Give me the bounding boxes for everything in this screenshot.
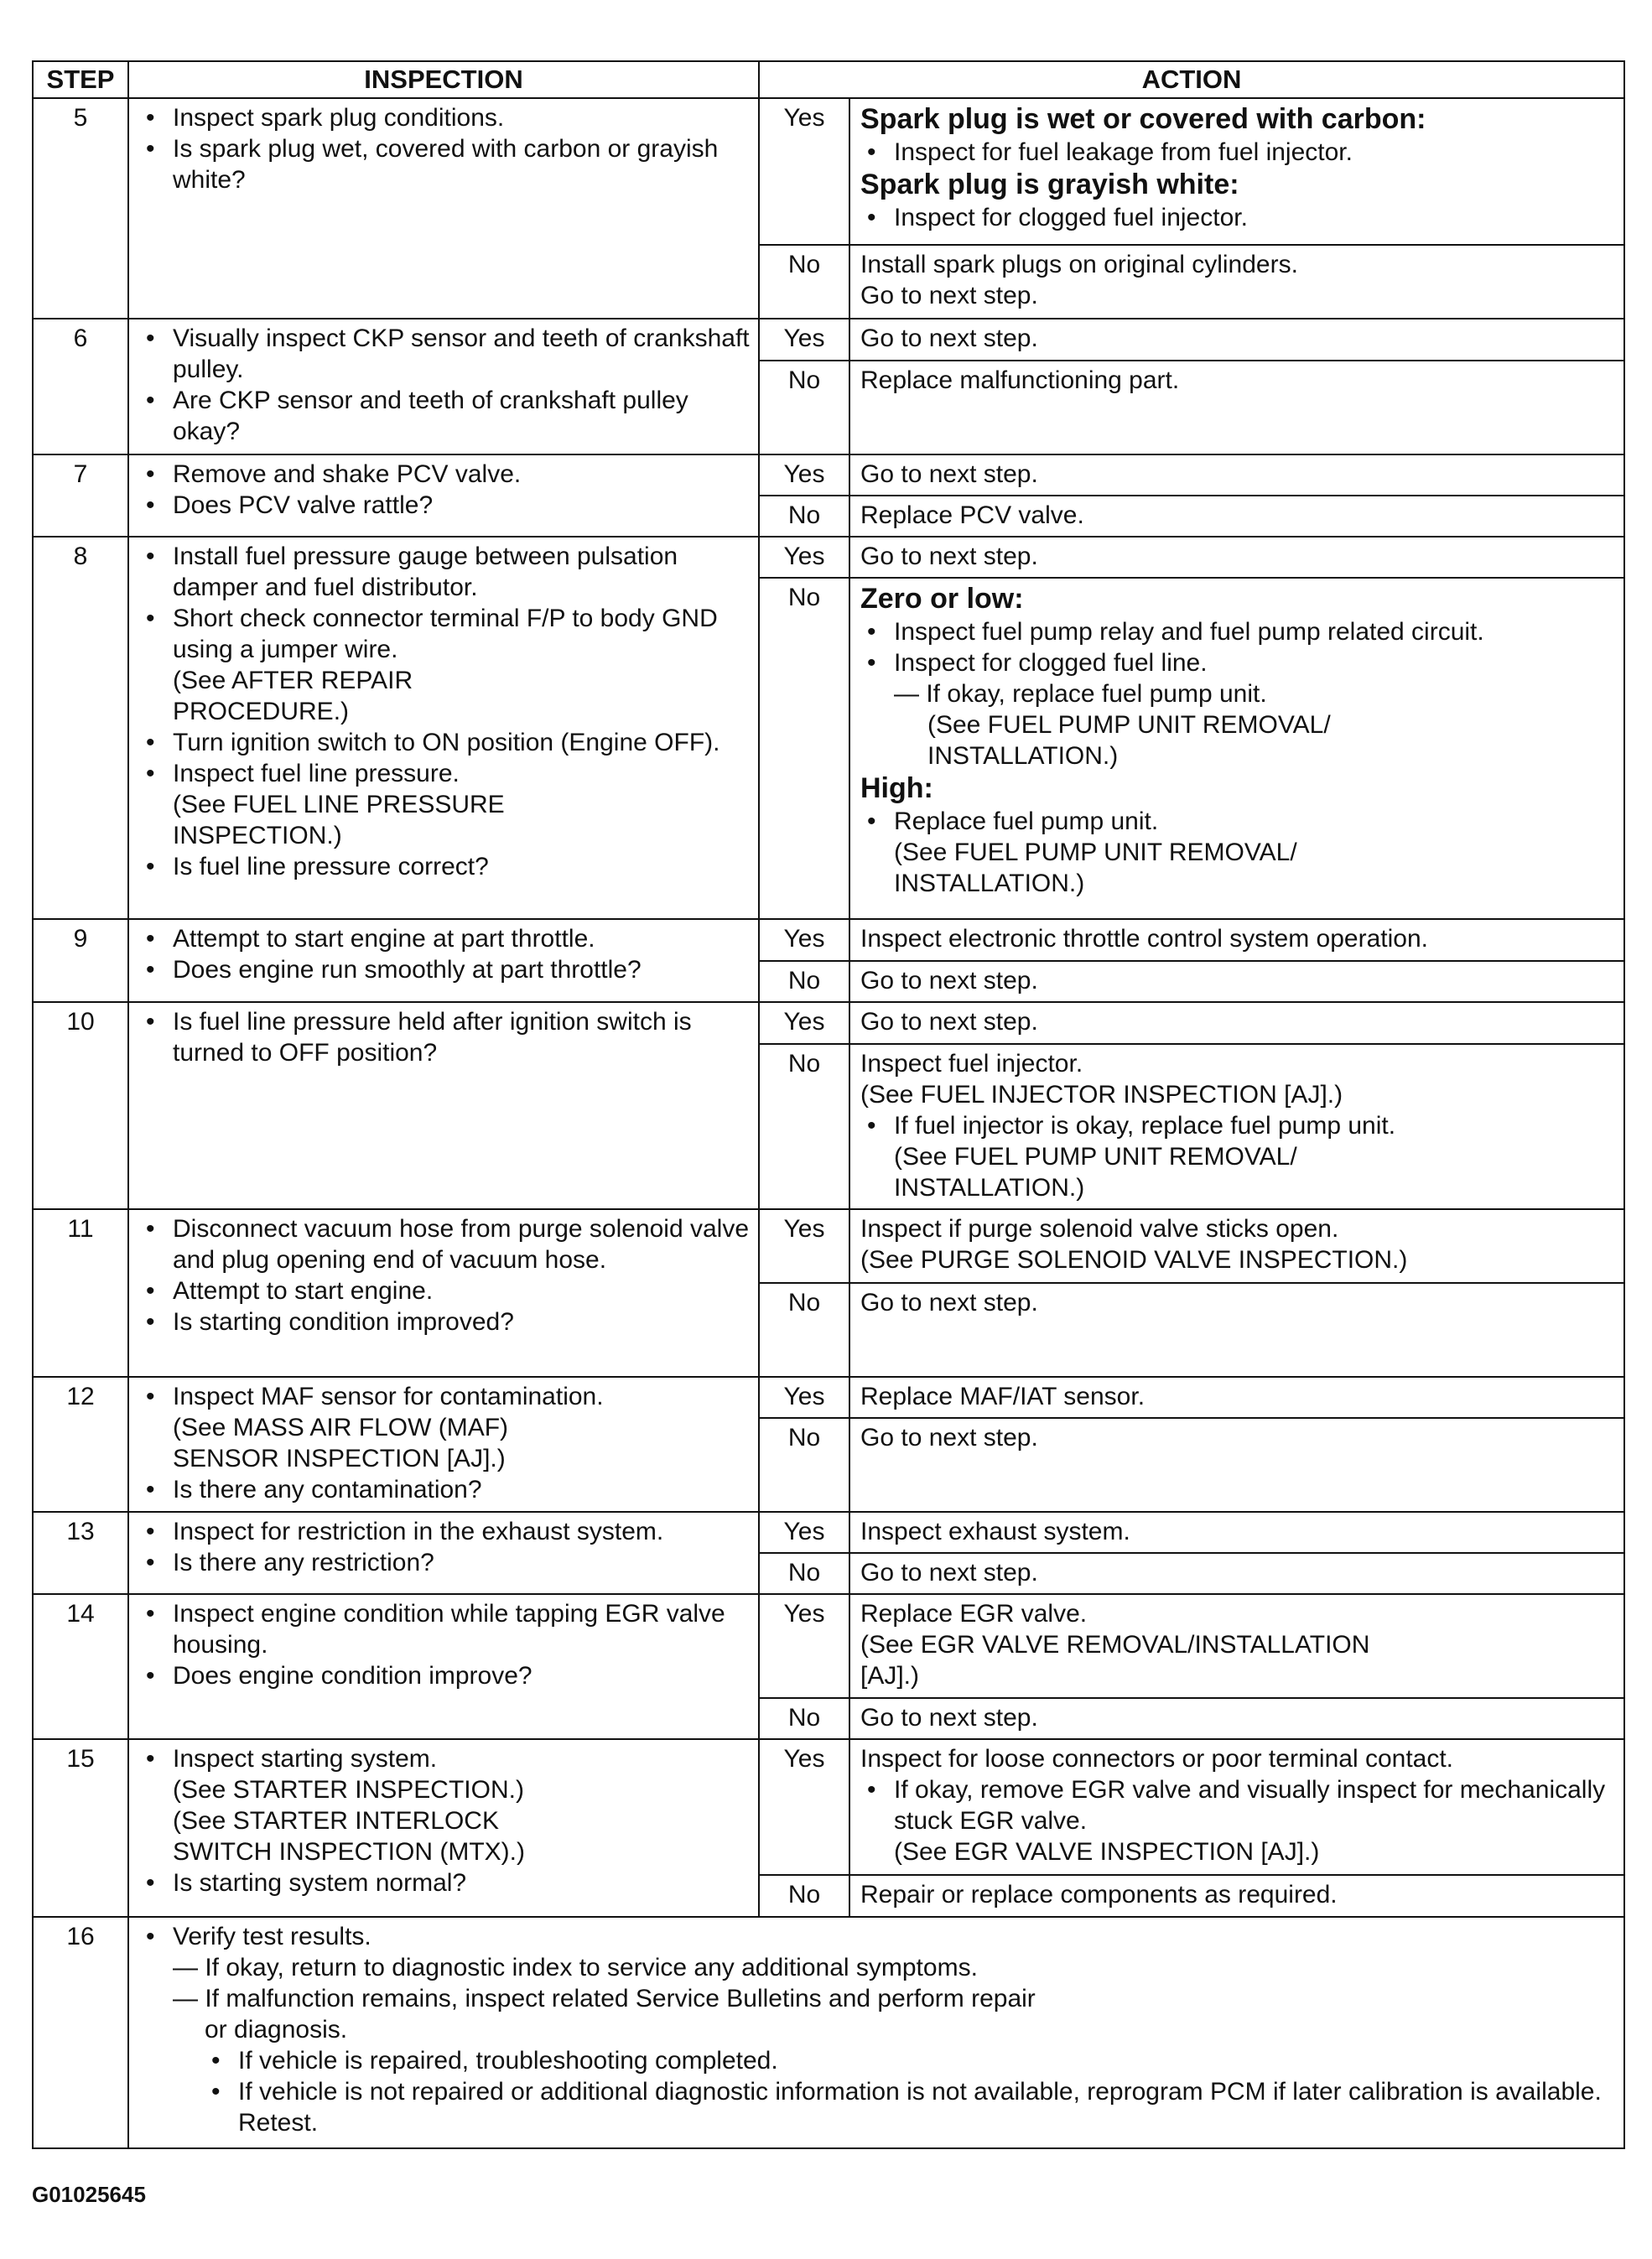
- step-number: 7: [33, 454, 128, 537]
- inspection-item: • Inspect spark plug conditions.: [139, 102, 750, 133]
- reference-line: PROCEDURE.): [173, 698, 350, 725]
- yes-label: Yes: [759, 1209, 849, 1283]
- yes-label: Yes: [759, 98, 849, 245]
- inspection-item: • Does engine condition improve?: [139, 1660, 750, 1691]
- reference-line: INSPECTION.): [173, 822, 342, 849]
- action-item-text: If okay, remove EGR valve and visually inspect for mechanically stuck EGR valve.: [894, 1776, 1606, 1835]
- figure-code: G01025645: [32, 2182, 146, 2207]
- inspection-item: • Install fuel pressure gauge between pulsation damper and fuel distributor.: [139, 541, 750, 603]
- yes-action: [849, 1739, 1624, 1875]
- yes-action: [849, 1209, 1624, 1283]
- inspection-item: • Does PCV valve rattle?: [139, 490, 750, 521]
- sub-item: • If vehicle is repaired, troubleshooting completed.: [205, 2045, 1615, 2076]
- yes-label: Yes: [759, 1739, 849, 1875]
- no-label: No: [759, 496, 849, 537]
- action-line: Inspect for loose connectors or poor terminal contact.: [860, 1745, 1454, 1773]
- table-row: [33, 1209, 1624, 1283]
- no-label: No: [759, 245, 849, 319]
- step-number: 6: [33, 319, 128, 454]
- action-item: • Inspect fuel pump relay and fuel pump related circuit.: [860, 616, 1615, 647]
- table-row: [33, 98, 1624, 245]
- inspection-cell: [128, 537, 759, 919]
- sub-item: • If vehicle is not repaired or additional diagnostic information is not available, reprogram PCM if later calibration is available. Retest.: [205, 2076, 1615, 2138]
- yes-label: Yes: [759, 319, 849, 361]
- table-row: [33, 537, 1624, 578]
- reference-line: (See EGR VALVE REMOVAL/INSTALLATION: [860, 1631, 1370, 1659]
- no-action: Go to next step.: [849, 961, 1624, 1002]
- yes-action: [849, 1594, 1624, 1698]
- action-line: Inspect fuel injector.: [860, 1050, 1083, 1078]
- step-number: 8: [33, 537, 128, 919]
- inspection-item: • Attempt to start engine at part throttle.: [139, 923, 750, 954]
- reference-line: SENSOR INSPECTION [AJ].): [173, 1445, 506, 1472]
- reference-line: (See EGR VALVE INSPECTION [AJ].): [894, 1838, 1320, 1866]
- inspection-item: • Is spark plug wet, covered with carbon or grayish white?: [139, 133, 750, 195]
- inspection-item: • Turn ignition switch to ON position (Engine OFF).: [139, 727, 750, 758]
- inspection-item: [139, 1921, 1615, 2138]
- action-subline: — If okay, replace fuel pump unit.: [894, 680, 1267, 708]
- dash-line-cont: or diagnosis.: [205, 2016, 348, 2043]
- inspection-cell: [128, 1594, 759, 1739]
- yes-label: Yes: [759, 1594, 849, 1698]
- reference-line: INSTALLATION.): [894, 1174, 1085, 1202]
- inspection-item: • Does engine run smoothly at part throttle?: [139, 954, 750, 985]
- no-action: Replace PCV valve.: [849, 496, 1624, 537]
- inspection-item: • Disconnect vacuum hose from purge solenoid valve and plug opening end of vacuum hose.: [139, 1213, 750, 1275]
- action-item: [860, 1110, 1615, 1203]
- action-line: Inspect if purge solenoid valve sticks open.: [860, 1215, 1339, 1243]
- inspection-item: • Is fuel line pressure correct?: [139, 851, 750, 882]
- reference-line: (See FUEL PUMP UNIT REMOVAL/: [894, 839, 1297, 866]
- inspection-cell: [128, 1002, 759, 1209]
- header-inspection: INSPECTION: [128, 61, 759, 98]
- inspection-cell: [128, 919, 759, 1002]
- inspection-cell: [128, 1739, 759, 1917]
- reference-line: [AJ].): [860, 1662, 920, 1690]
- yes-label: Yes: [759, 454, 849, 496]
- step-number: 14: [33, 1594, 128, 1739]
- table-row: [33, 1512, 1624, 1553]
- inspection-cell: [128, 98, 759, 319]
- no-label: No: [759, 1698, 849, 1739]
- yes-action: Go to next step.: [849, 1002, 1624, 1044]
- action-line: Install spark plugs on original cylinders.: [860, 251, 1298, 278]
- no-label: No: [759, 1044, 849, 1209]
- header-action: ACTION: [759, 61, 1624, 98]
- step-number: 15: [33, 1739, 128, 1917]
- reference-line: (See STARTER INSPECTION.): [173, 1776, 524, 1804]
- inspection-item-text: Verify test results.: [173, 1923, 371, 1950]
- yes-label: Yes: [759, 1512, 849, 1553]
- reference-line: (See FUEL LINE PRESSURE: [173, 791, 505, 818]
- diagnostic-table-document: [32, 60, 1623, 2149]
- yes-label: Yes: [759, 537, 849, 578]
- action-line: Replace EGR valve.: [860, 1600, 1088, 1628]
- diagnostic-table: [32, 60, 1625, 2149]
- inspection-item: [139, 758, 750, 851]
- inspection-item: • Attempt to start engine.: [139, 1275, 750, 1306]
- table-row: [33, 919, 1624, 961]
- inspection-item: • Is there any restriction?: [139, 1547, 750, 1578]
- action-item-text: Replace fuel pump unit.: [894, 808, 1159, 835]
- reference-line: SWITCH INSPECTION (MTX).): [173, 1838, 525, 1866]
- inspection-item: [139, 603, 750, 727]
- table-row: [33, 1377, 1624, 1418]
- no-label: No: [759, 361, 849, 454]
- inspection-item: • Remove and shake PCV valve.: [139, 459, 750, 490]
- no-label: No: [759, 961, 849, 1002]
- action-heading: Spark plug is grayish white:: [860, 169, 1239, 200]
- inspection-item: • Inspect engine condition while tapping EGR valve housing.: [139, 1598, 750, 1660]
- no-action: Go to next step.: [849, 1283, 1624, 1377]
- no-label: No: [759, 1875, 849, 1917]
- no-action: Go to next step.: [849, 1553, 1624, 1594]
- no-action: Repair or replace components as required.: [849, 1875, 1624, 1917]
- inspection-item: • Is fuel line pressure held after ignition switch is turned to OFF position?: [139, 1006, 750, 1068]
- inspection-cell: [128, 319, 759, 454]
- table-row: [33, 1594, 1624, 1698]
- step-number: 16: [33, 1917, 128, 2148]
- action-heading: High:: [860, 772, 933, 804]
- reference-line: (See FUEL PUMP UNIT REMOVAL/: [927, 711, 1331, 739]
- dash-line: — If malfunction remains, inspect related Service Bulletins and perform repair: [173, 1985, 1036, 2012]
- table-row: [33, 1739, 1624, 1875]
- inspection-item: [139, 1381, 750, 1474]
- action-item: • Inspect for clogged fuel injector.: [860, 202, 1615, 233]
- reference-line: INSTALLATION.): [927, 742, 1119, 770]
- no-action: Go to next step.: [849, 1418, 1624, 1512]
- table-row: [33, 454, 1624, 496]
- action-item-text: If fuel injector is okay, replace fuel pump unit.: [894, 1112, 1396, 1140]
- inspection-item: • Is starting system normal?: [139, 1867, 750, 1898]
- inspection-item: [139, 1743, 750, 1867]
- no-label: No: [759, 1283, 849, 1377]
- step-number: 12: [33, 1377, 128, 1512]
- table-row: [33, 1002, 1624, 1044]
- no-label: No: [759, 1553, 849, 1594]
- reference-line: (See FUEL INJECTOR INSPECTION [AJ].): [860, 1081, 1343, 1109]
- no-label: No: [759, 1418, 849, 1512]
- yes-action: Go to next step.: [849, 537, 1624, 578]
- inspection-item: • Is starting condition improved?: [139, 1306, 750, 1337]
- yes-label: Yes: [759, 919, 849, 961]
- action-heading: Zero or low:: [860, 583, 1024, 615]
- yes-action: Go to next step.: [849, 319, 1624, 361]
- yes-action: Inspect electronic throttle control system operation.: [849, 919, 1624, 961]
- inspection-item-text: Short check connector terminal F/P to body GND using a jumper wire.: [173, 605, 718, 663]
- inspection-item: • Visually inspect CKP sensor and teeth of crankshaft pulley.: [139, 323, 750, 385]
- inspection-item-text: Inspect MAF sensor for contamination.: [173, 1383, 604, 1410]
- inspection-cell: [128, 1512, 759, 1594]
- yes-action: Replace MAF/IAT sensor.: [849, 1377, 1624, 1418]
- inspection-cell: [128, 1209, 759, 1377]
- header-step: STEP: [33, 61, 128, 98]
- step-number: 13: [33, 1512, 128, 1594]
- table-row: [33, 1917, 1624, 2148]
- inspection-cell: [128, 454, 759, 537]
- yes-label: Yes: [759, 1377, 849, 1418]
- no-action: Go to next step.: [849, 1698, 1624, 1739]
- inspection-item-text: Inspect starting system.: [173, 1745, 438, 1773]
- reference-line: (See PURGE SOLENOID VALVE INSPECTION.): [860, 1246, 1408, 1274]
- reference-line: (See MASS AIR FLOW (MAF): [173, 1414, 509, 1441]
- step-number: 10: [33, 1002, 128, 1209]
- reference-line: (See STARTER INTERLOCK: [173, 1807, 499, 1835]
- action-item: [860, 1774, 1615, 1867]
- no-action: [849, 1044, 1624, 1209]
- reference-line: INSTALLATION.): [894, 870, 1085, 897]
- no-action: [849, 578, 1624, 919]
- yes-action: Inspect exhaust system.: [849, 1512, 1624, 1553]
- inspection-item: • Are CKP sensor and teeth of crankshaft pulley okay?: [139, 385, 750, 447]
- action-item: [860, 647, 1615, 771]
- yes-action: Go to next step.: [849, 454, 1624, 496]
- yes-label: Yes: [759, 1002, 849, 1044]
- action-item: [860, 806, 1615, 899]
- step-number: 5: [33, 98, 128, 319]
- inspection-item: • Is there any contamination?: [139, 1474, 750, 1505]
- table-header-row: [33, 61, 1624, 98]
- action-heading: Spark plug is wet or covered with carbon:: [860, 103, 1426, 135]
- action-line: Go to next step.: [860, 282, 1038, 309]
- step-number: 11: [33, 1209, 128, 1377]
- inspection-cell: [128, 1917, 1624, 2148]
- inspection-item-text: Inspect fuel line pressure.: [173, 760, 460, 787]
- no-label: No: [759, 578, 849, 919]
- dash-line: — If okay, return to diagnostic index to service any additional symptoms.: [173, 1954, 978, 1981]
- reference-line: (See AFTER REPAIR: [173, 667, 413, 694]
- action-item-text: Inspect for clogged fuel line.: [894, 649, 1208, 677]
- yes-action: [849, 98, 1624, 245]
- inspection-cell: [128, 1377, 759, 1512]
- action-item: • Inspect for fuel leakage from fuel injector.: [860, 137, 1615, 168]
- no-action: Replace malfunctioning part.: [849, 361, 1624, 454]
- inspection-item: • Inspect for restriction in the exhaust system.: [139, 1516, 750, 1547]
- reference-line: (See FUEL PUMP UNIT REMOVAL/: [894, 1143, 1297, 1171]
- no-action: [849, 245, 1624, 319]
- table-row: [33, 319, 1624, 361]
- step-number: 9: [33, 919, 128, 1002]
